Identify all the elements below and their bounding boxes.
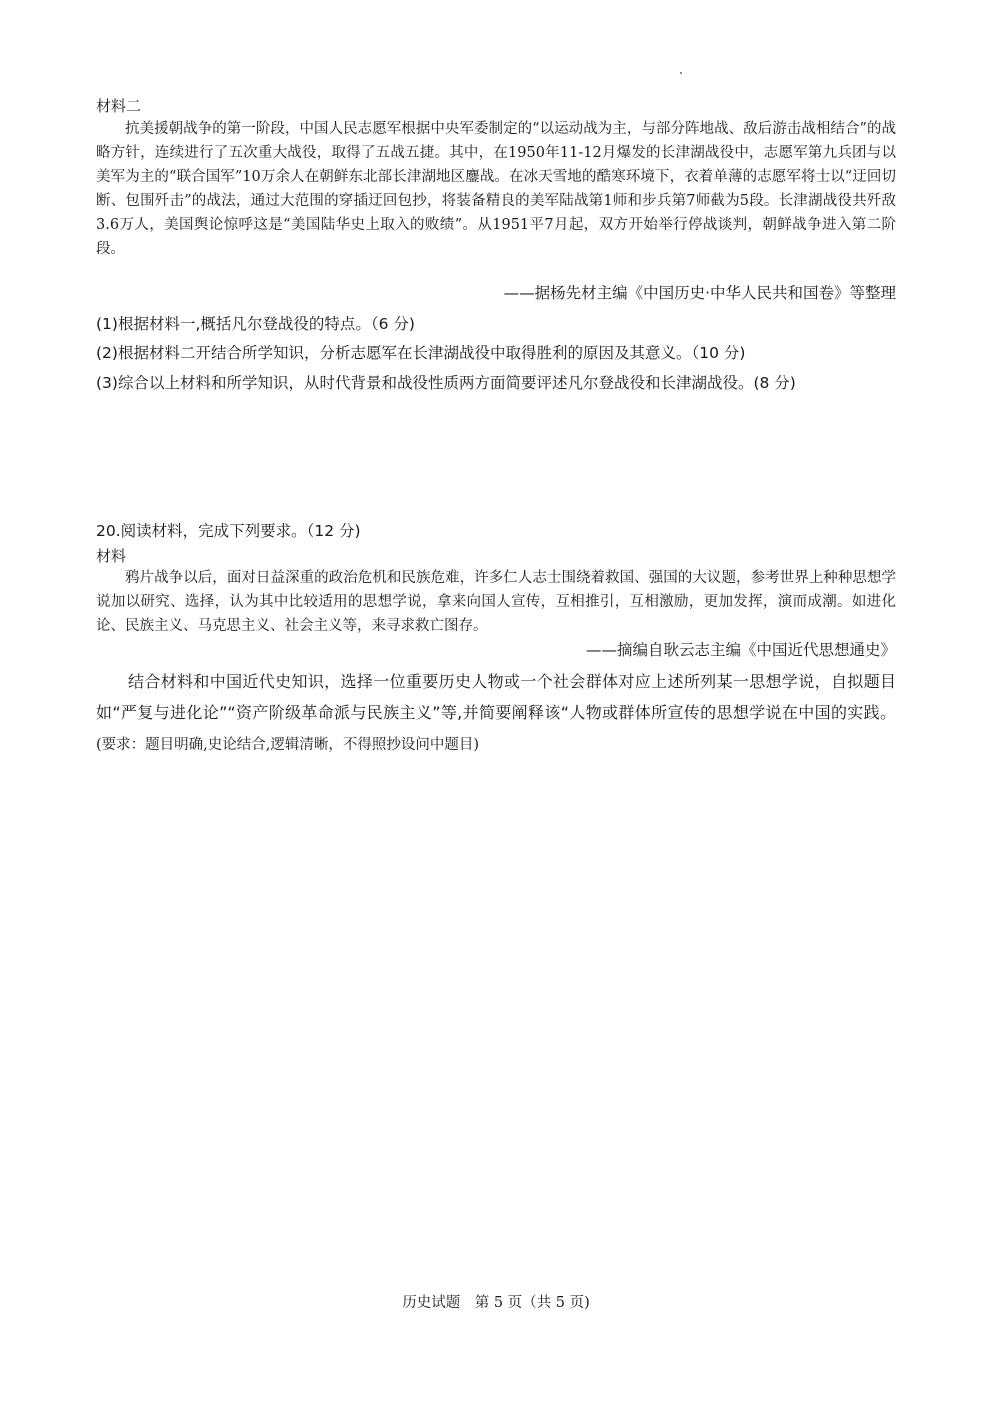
material2-source: ——据杨先材主编《中国历史·中华人民共和国卷》等整理 (503, 284, 896, 302)
q20-source: ——摘编自耿云志主编《中国近代思想通史》 (585, 641, 896, 659)
q20-material-body: 鸦片战争以后，面对日益深重的政治危机和民族危难，许多仁人志士围绕着救国、强国的大议题，参考世界上种种思想学说加以研究、选择，认为其中比较适用的思想学说，拿来向国人宣传，互相推引，互相激励，更加发挥，演而成潮。如进化论、民族主义、马克思主义、社会主义等，来寻求救亡图存。 (96, 570, 896, 634)
question-2: (2)根据材料二开结合所学知识，分析志愿军在长津湖战役中取得胜利的原因及其意义。（10 分) (96, 344, 746, 362)
page-footer: 历史试题 第 5 页（共 5 页) (402, 1295, 590, 1311)
question-3: (3)综合以上材料和所学知识，从时代背景和战役性质两方面简要评述凡尔登战役和长津湖战役。(8 分) (96, 374, 796, 392)
question-20-title: 20.阅读材料，完成下列要求。（12 分) (96, 522, 361, 540)
scan-dot (680, 72, 682, 74)
q20-task (96, 666, 896, 761)
q20-task-text: 结合材料和中国近代史知识，选择一位重要历史人物或一个社会群体对应上述所列某一思想学说，自拟题目如“严复与进化论”“资产阶级革命派与民族主义”等,并简要阐释该“人物或群体所宣传的思想学说在中国的实践。 (96, 672, 896, 722)
q20-requirement: (要求：题目明确,史论结合,逻辑清晰，不得照抄设问中题目) (96, 737, 480, 753)
material2-label: 材料二 (96, 97, 142, 115)
material2-body: 抗美援朝战争的第一阶段，中国人民志愿军根据中央军委制定的“以运动战为主，与部分阵地战、敌后游击战相结合”的战略方针，连续进行了五次重大战役，取得了五战五捷。其中，在1950年11-12月爆发的长津湖战役中，志愿军第九兵团与以美军为主的“联合国军”10万余人在朝鲜东北部长津湖地区鏖战。在冰天雪地的酷寒环境下，衣着单薄的志愿军将士以“迂回切断、包围歼击”的战法，通过大范围的穿插迂回包抄，将装备精良的美军陆战第1师和步兵第7师截为5段。长津湖战役共歼敌3.6万人，美国舆论惊呼这是“美国陆华史上取入的败绩”。从1951平7月起，双方开始举行停战谈判，朝鲜战争进入第二阶段。 (96, 121, 896, 257)
q20-material-label: 材料 (96, 547, 127, 565)
question-1: (1)根据材料一,概括凡尔登战役的特点。（6 分) (96, 315, 415, 333)
